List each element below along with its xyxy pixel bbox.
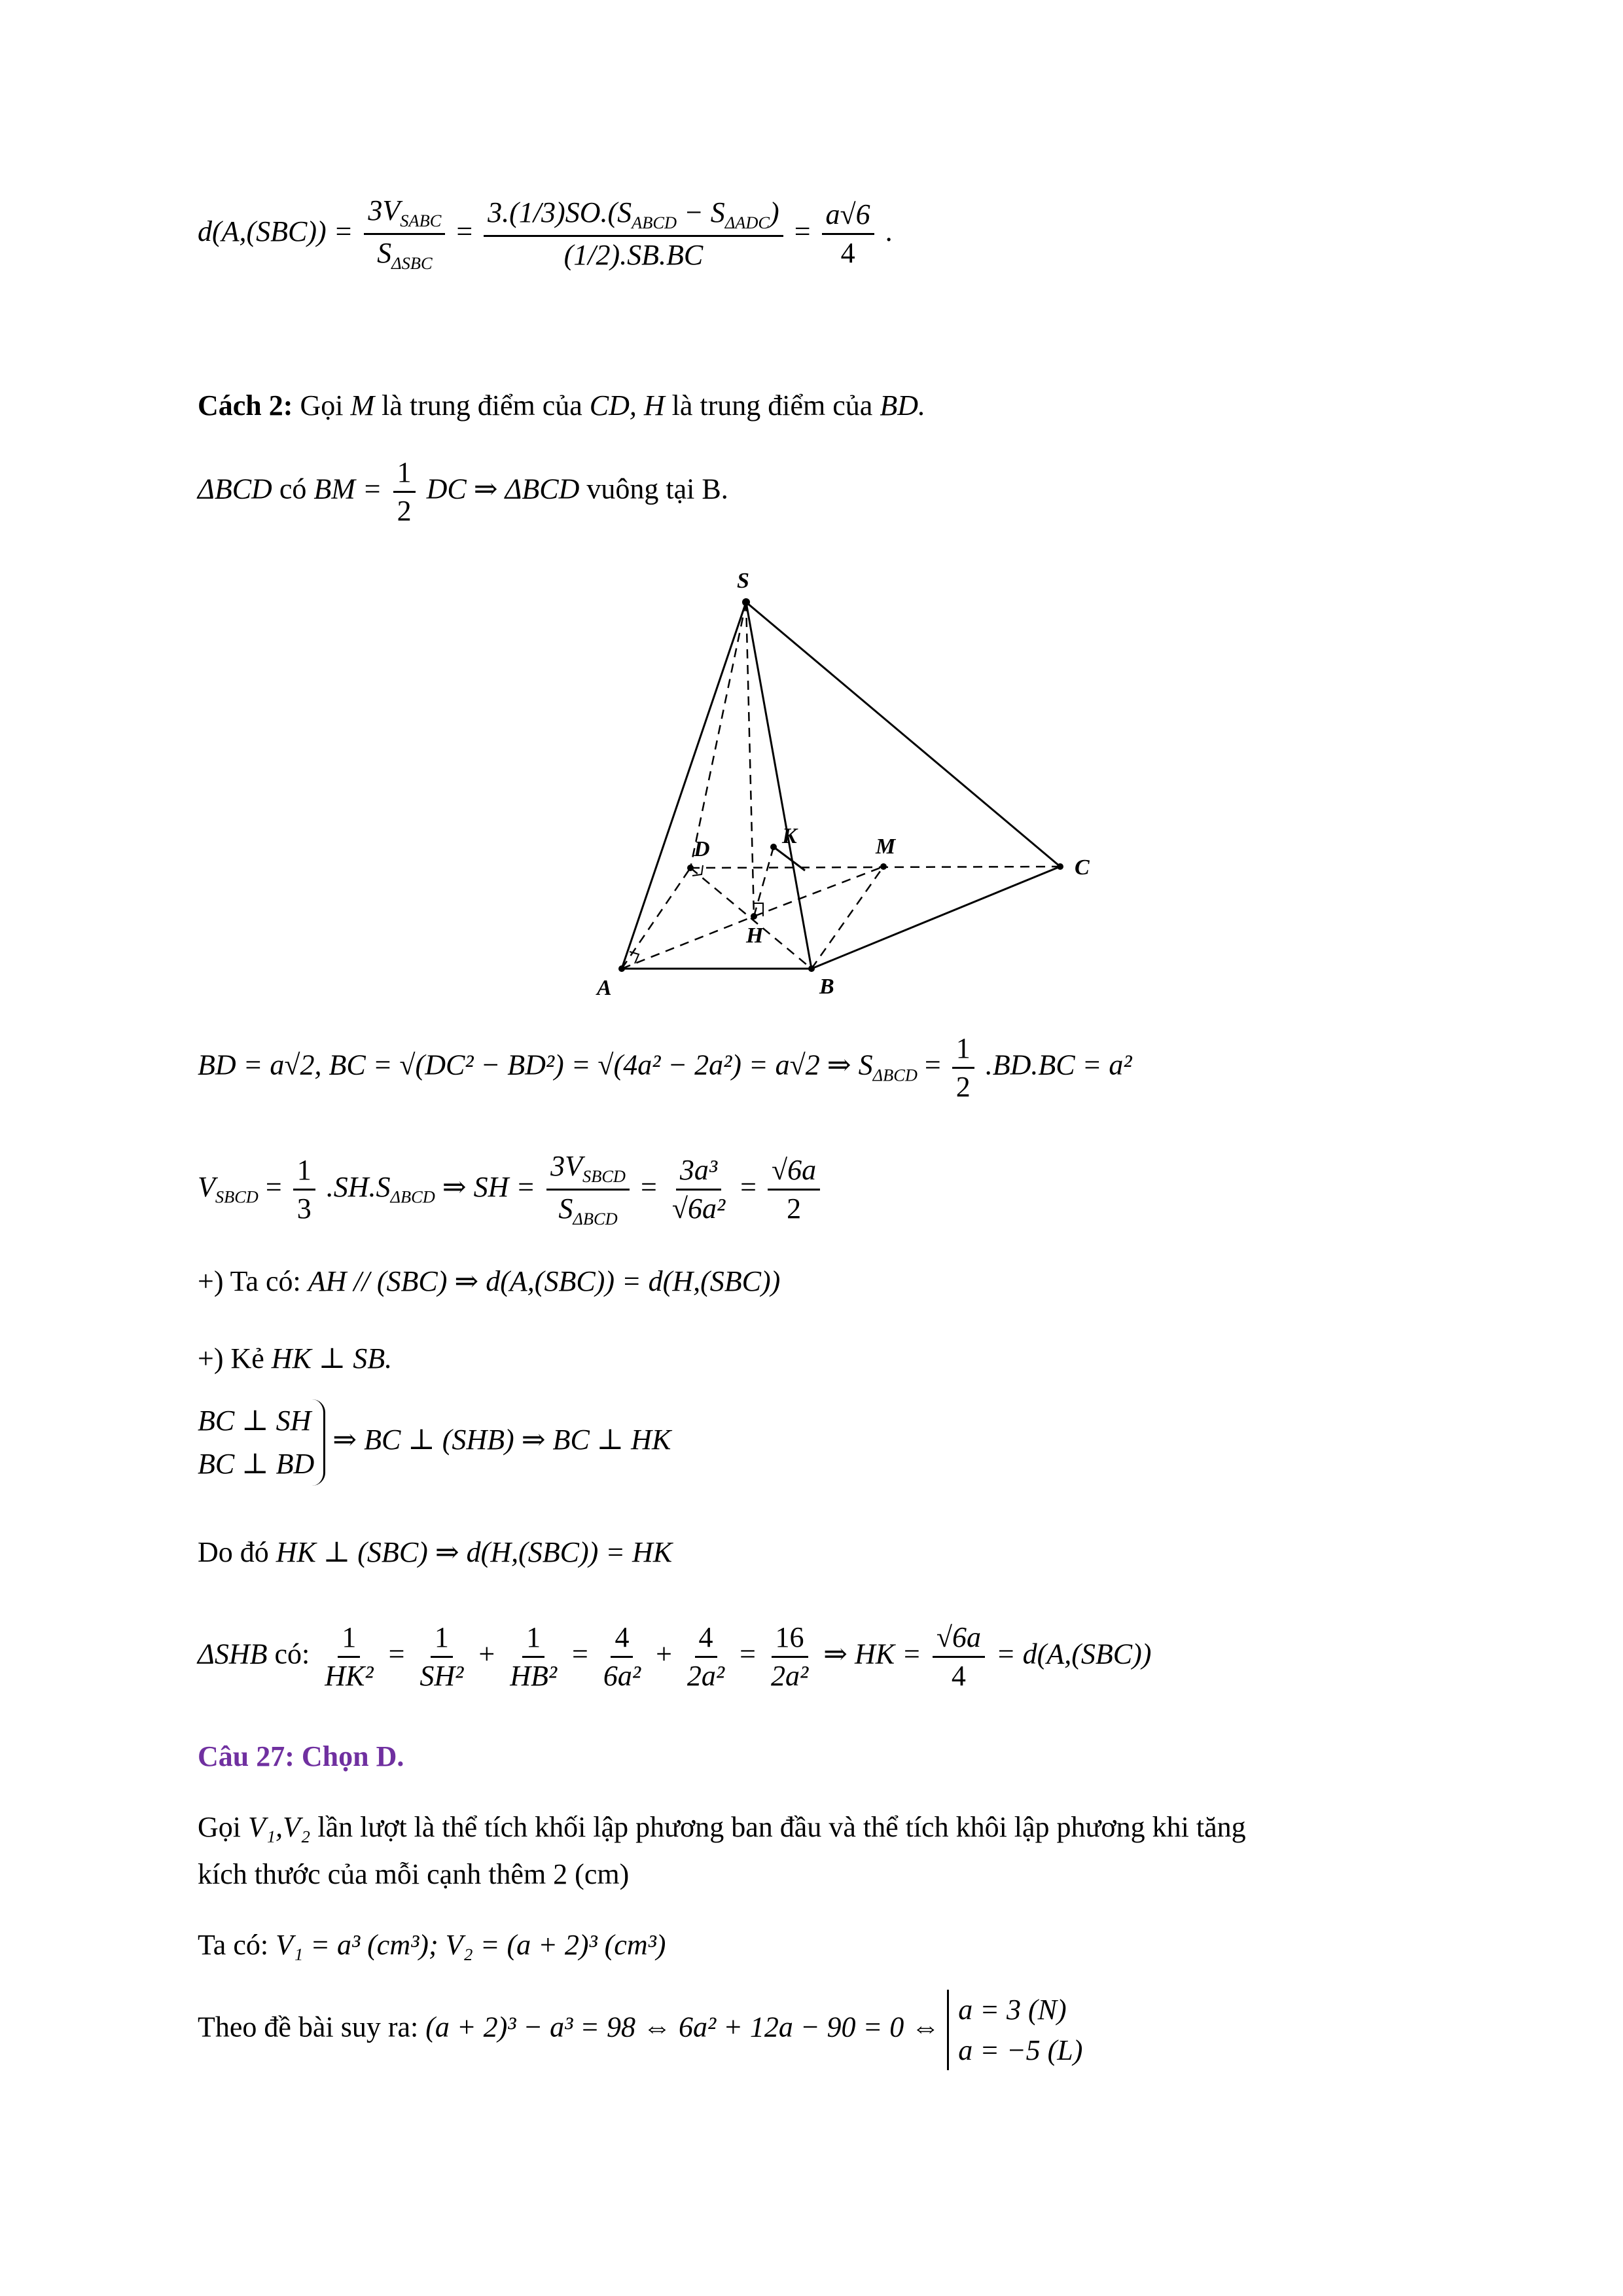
bcd-right-triangle-line: ΔBCD có BM = $\frac{1}{2}$ DC ⇒ ΔBCD vuông tại B. bbox=[198, 456, 728, 527]
question-27-paragraph-1: Gọi V₁,V₂ lần lượt là thể tích khối lập phương ban đầu và thể tích khôi lập phương khi tăng bbox=[198, 1811, 1246, 1843]
label-M: M bbox=[876, 834, 896, 859]
label-C: C bbox=[1075, 855, 1090, 880]
label-K: K bbox=[782, 824, 797, 848]
fraction: $\frac{a√6}{4}$ bbox=[822, 200, 874, 268]
fraction: $\frac{3.(1/3)SO.(S_{ABCD} - S_{\Delta ADC})}{(1/2).SB.BC}$ bbox=[484, 198, 783, 270]
shb-computation: ΔSHB có: $\frac{1}{\text{HK²}}$ = $\frac{1}{\text{SH²}}$ + $\frac{1}{\text{HB²}}$ = $\frac{4}{\text{6a²}}$ + $\frac{4}{\text{2a²}}$ = $\frac{16}{\text{2a²}}$ ⇒ HK = $\frac{√6a}{4}$ = d(A,(SBC)) bbox=[198, 1621, 1152, 1692]
distance-formula: d(A,(SBC)) = $\frac{3V_{SABC}}{S_{\Delta SBC}}$ = $\frac{3.(1/3)SO.(S_{ABCD} - S_{\Delta ADC})}{(1/2).SB.BC}$ = $\frac{a√6}{4}$ . bbox=[198, 194, 893, 273]
pyramid-figure bbox=[582, 563, 1119, 1008]
label-D: D bbox=[694, 837, 710, 861]
question-27-equation: Theo đề bài suy ra: (a + 2)³ − a³ = 98 ⇔ 6a² + 12a − 90 = 0 ⇔ a = 3 (N) a = −5 (L) bbox=[198, 1990, 1082, 2070]
method-2-label: Cách 2: bbox=[198, 389, 293, 422]
question-27-volumes: Ta có: V₁ = a³ (cm³); V₂ = (a + 2)³ (cm³) bbox=[198, 1929, 666, 1961]
label-S: S bbox=[737, 569, 749, 593]
fraction: $\frac{3V_{SABC}}{S_{\Delta SBC}}$ bbox=[364, 196, 445, 272]
question-27-paragraph-2: kích thước của mỗi cạnh thêm 2 (cm) bbox=[198, 1858, 630, 1890]
bd-bc-computation: BD = a√2, BC = √(DC² − BD²) = √(4a² − 2a²) = a√2 ⇒ $S_{\Delta BCD}$ = $\frac{1}{2}$ .BD.BC = a² bbox=[198, 1032, 1132, 1103]
formula-lhs: d(A,(SBC)) = bbox=[198, 215, 361, 247]
parallel-statement: +) Ta có: AH // (SBC) ⇒ d(A,(SBC)) = d(H,(SBC)) bbox=[198, 1265, 781, 1297]
label-H: H bbox=[746, 924, 764, 948]
method-2-line: Cách 2: Gọi M là trung điểm của CD, H là trung điểm của BD. bbox=[198, 389, 925, 422]
label-B: B bbox=[819, 975, 834, 999]
question-27-heading: Câu 27: Chọn D. bbox=[198, 1740, 404, 1772]
label-A: A bbox=[597, 976, 612, 1000]
draw-hk-statement: +) Kẻ HK ⊥ SB. bbox=[198, 1342, 393, 1374]
volume-sh-computation: $V_{SBCD}$ = $\frac{1}{3}$ $.SH.S_{\Delta BCD}$ ⇒ SH = $\frac{3V_{SBCD}}{S_{\Delta BCD}}$ = $\frac{\text{3a³}}{\text{√6a²}}$ = $\frac{√6a}{2}$ bbox=[198, 1152, 824, 1227]
perpendicular-system: BC ⊥ SH BC ⊥ BD ⇒ BC ⊥ (SHB) ⇒ BC ⊥ HK bbox=[198, 1399, 671, 1486]
therefore-statement: Do đó HK ⊥ (SBC) ⇒ d(H,(SBC)) = HK bbox=[198, 1536, 673, 1568]
